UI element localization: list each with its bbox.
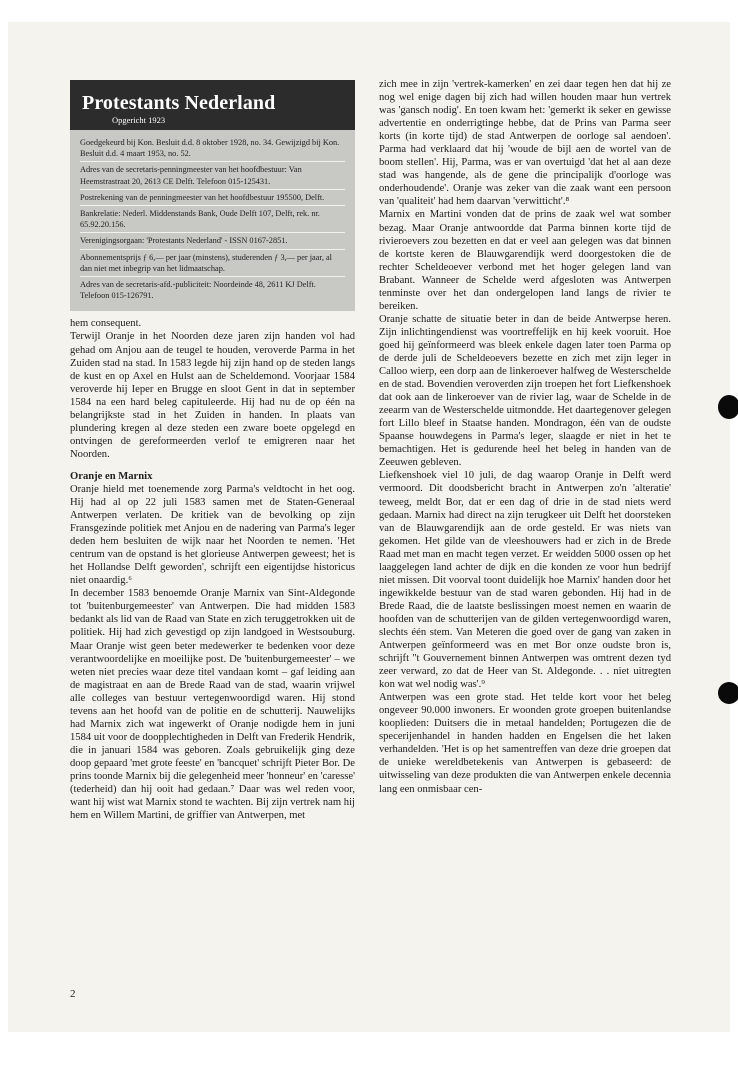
masthead-approval: Goedgekeurd bij Kon. Besluit d.d. 8 oktober 1928, no. 34. Gewijzigd bij Kon. Besluit d.d. 4 maart 1953, no. 52.: [80, 135, 345, 162]
right-column: [379, 78, 671, 796]
punch-hole: [718, 682, 738, 704]
masthead-bank: Bankrelatie: Nederl. Middenstands Bank, Oude Delft 107, Delft, rek. nr. 65.92.20.156.: [80, 206, 345, 233]
left-column: [70, 80, 355, 822]
paragraph: Oranje schatte de situatie beter in dan de beide Antwerpse heren. Zijn inlichtingendienst was voortreffelijk en hij keek vooruit. Hoe goed hij geïnformeerd was bleek enkele dagen later toen Parma op de derde juli de Scheldeoevers bezette en zich met zijn leger in Calloo wierp, een dorp aan de linkeroever halfweg de Westerschelde en de stad. Bovendien veroverden zijn troepen het fort Liefkenshoek dat ook aan de linkeroever van de rivier lag, waar de Schelde in de zeearm van de Westerschelde uitmondde. Het daartegenover gelegen fort Lillo bleef in Staatse handen. Mondragon, één van de oudste Spaanse houwdegens in Parma's leger, slaagde er niet in het te bemachtigen. Het is gedurende heel het beleg in handen van de Zeeuwen gebleven.: [379, 313, 671, 469]
masthead-organ: Verenigingsorgaan: 'Protestants Nederland' - ISSN 0167-2851.: [80, 233, 345, 249]
masthead-postal-account: Postrekening van de penningmeester van het hoofdbestuur 195500, Delft.: [80, 190, 345, 206]
masthead-subscription: Abonnementsprijs ƒ 6,— per jaar (minstens), studerenden ƒ 3,— per jaar, al dan niet met inbegrip van het lidmaatschap.: [80, 250, 345, 277]
paragraph: hem consequent.: [70, 318, 142, 330]
section-heading: Oranje en Marnix: [70, 470, 153, 482]
document-page: [8, 22, 730, 1032]
masthead-header: [70, 80, 355, 130]
masthead-title: Protestants Nederland: [82, 92, 276, 114]
left-article-text: [70, 317, 355, 822]
paragraph: Oranje hield met toenemende zorg Parma's veldtocht in het oog. Hij had al op 22 juli 1583 samen met de Staten-Generaal Antwerpen verlaten. De kritiek van de bevolking op zijn Fransgezinde politiek met Anjou en de nadering van Parma's leger deden hem besluiten de wijk naar het Noorden te nemen. 'Het centrum van de opstand is het glorieuse Antwerpen geweest; het is het Hollandse Delft geworden', schrijft een eigentijdse historicus niet onaardig.⁶: [70, 483, 355, 587]
masthead-publicity-address: Adres van de secretaris-afd.-publiciteit: Noordeinde 48, 2611 KJ Delft. Telefoon 015-126791.: [80, 280, 316, 301]
masthead-box: [70, 80, 355, 311]
masthead-secretary-address: Adres van de secretaris-penningmeester van het hoofdbestuur: Van Heemstrastraat 20, 2613 CE Delft. Telefoon 015-125431.: [80, 162, 345, 189]
paragraph: Antwerpen was een grote stad. Het telde kort voor het beleg ongeveer 90.000 inwoners. Er woonden grote groepen buitenlandse kooplieden: Duitsers die in metaal handelden; Portugezen die de specerijenhandel in handen hadden en Engelsen die het laken verhandelden. 'Het is op het samentreffen van deze drie groepen dat de unieke wereldbetekenis van Antwerpen is gebaseerd: de uitwisseling van deze produkten die van Antwerpen enkele decennia lang een onmisbaar cen-: [379, 692, 671, 795]
masthead-body: [70, 130, 355, 311]
paragraph: In december 1583 benoemde Oranje Marnix van Sint-Aldegonde tot 'buitenburgemeester' van Antwerpen. Die had midden 1583 bedankt als lid van de Raad van State en zich teruggetrokken uit de politiek. Hij had zich gevestigd op zijn landgoed in Westsouburg. Maar Oranje wist geen beter medewerker te bedenken voor deze verantwoordelijke en moeilijke post. De 'buitenburgemeester' – we weten niet precies waar deze titel vandaan komt – gaf leiding aan de magistraat en aan de Brede Raad van de stad, waarin vrijwel alle colleges van bestuur vertegenwoordigd waren. Hij stond tevens aan het hoofd van de politie en de schutterij. Nauwelijks had Marnix zich wat ingewerkt of Oranje nodigde hem in juni 1584 uit voor de doopplechtigheden in Delft van Frederik Hendrik, die in januari 1584 was geboren. Zoals gebruikelijk ging deze doop gepaard 'met grote feeste' en 'bancquet' schrijft Pieter Bor. De prins toonde Marnix bij die gelegenheid meer 'honneur' en 'caresse' (tederheid) dan hij ooit had gedaan.⁷ Daar was wel reden voor, want hij wist wat Marnix stond te wachten. Bij zijn vertrek nam hij hem en Willem Martini, de griffier van Antwerpen, met: [70, 588, 355, 822]
paragraph: zich mee in zijn 'vertrek-kamerken' en zei daar tegen hen dat hij ze nog wel enige dagen bij zich had willen houden maar hun vertrek was 'gansch nodig'. En toen kwam het: 'gemerkt ik seker en gewisse advertentie en onderrigtinge hebbe, dat de Prins van Parma seer korts (in korte tijd) de stad Antwerpen de oorloge sal aendoen'. Parma had verklaard dat hij 'woude de bijl aen de wortel van de boom stellen'. Hij, Parma, was er van overtuigd 'dat het al aan deze stad was hangende, als de gene die principalijk d'oorloge was onderhoudende'. Oranje was zeker van die zaak want een persoon van 'qualiteit' had hem daarvan 'verwitticht'.⁸: [379, 79, 671, 208]
page-number: 2: [70, 988, 76, 1000]
paragraph: Terwijl Oranje in het Noorden deze jaren zijn handen vol had gehad om Anjou aan de teugel te houden, veroverde Parma in het Zuiden stad na stad. In 1583 legde hij zijn hand op de steden langs de kust en op Axel en Hulst aan de Scheldemond. Voorjaar 1584 veroverde hij Ieper en Brugge en sloot Gent in dat in september 1584 na een hard beleg capituleerde. Hij had nu de op één na belangrijkste stad in het Zuiden in handen. In plaats van plundering kregen al deze steden een zware boete opgelegd en ontvingen de gereformeerden verlof te emigreren naar het Noorden.: [70, 331, 355, 460]
punch-hole: [718, 395, 738, 419]
paragraph: Marnix en Martini vonden dat de prins de zaak wel wat somber bezag. Maar Oranje antwoordde dat Parma binnen korte tijd de rivieroevers zou bezetten en dat er veel aan gelegen was dat binnen de kortste keren de Blauwgarendijk werd doorgestoken die de rechter Scheldeoever verbond met het hoger gelegen land van Brabant. Wanneer de Schelde werd afgesloten was Antwerpen tenminste over het dan ondergelopen land langs de rivier te bereiken.: [379, 209, 671, 312]
masthead-subtitle: Opgericht 1923: [112, 115, 166, 125]
paragraph: Liefkenshoek viel 10 juli, de dag waarop Oranje in Delft werd vermoord. Dit doodsbericht bracht in Antwerpen zo'n 'alteratie' teweeg, meldt Bor, dat er een dag of drie in de stad niets werd gedaan. Marnix had direct na zijn terugkeer uit Delft het doorsteken van de Blauwgarendijk aan de orde gesteld. Er was niets van gekomen. Het gilde van de vleeshouwers had er zich in de Brede Raad met man en macht tegen verzet. Er weidden 5000 ossen op het laaggelegen land achter de dijk en die konden ze voor hun bedrijf niet missen. Dit voorval toont duidelijk hoe Marnix' handen door het ingewikkelde bestuur van de stad waren gebonden. Hij had in de Brede Raad, die de laatste beslissingen moest nemen en waarin de hoofden van de schutterijen van de gilden vertegenwoordigd waren, slechts één stem. Van Meteren die goed over de gang van zaken in Antwerpen geïnformeerd was en met Bor onze oudste bron is, schrijft ''t Gouvernement binnen Antwerpen was omtrent dezen tyd zeer verward, zo dat de Heer van St. Aldegonde. . . niet uitregten kon wat wel nodig was'.⁹: [379, 470, 671, 691]
